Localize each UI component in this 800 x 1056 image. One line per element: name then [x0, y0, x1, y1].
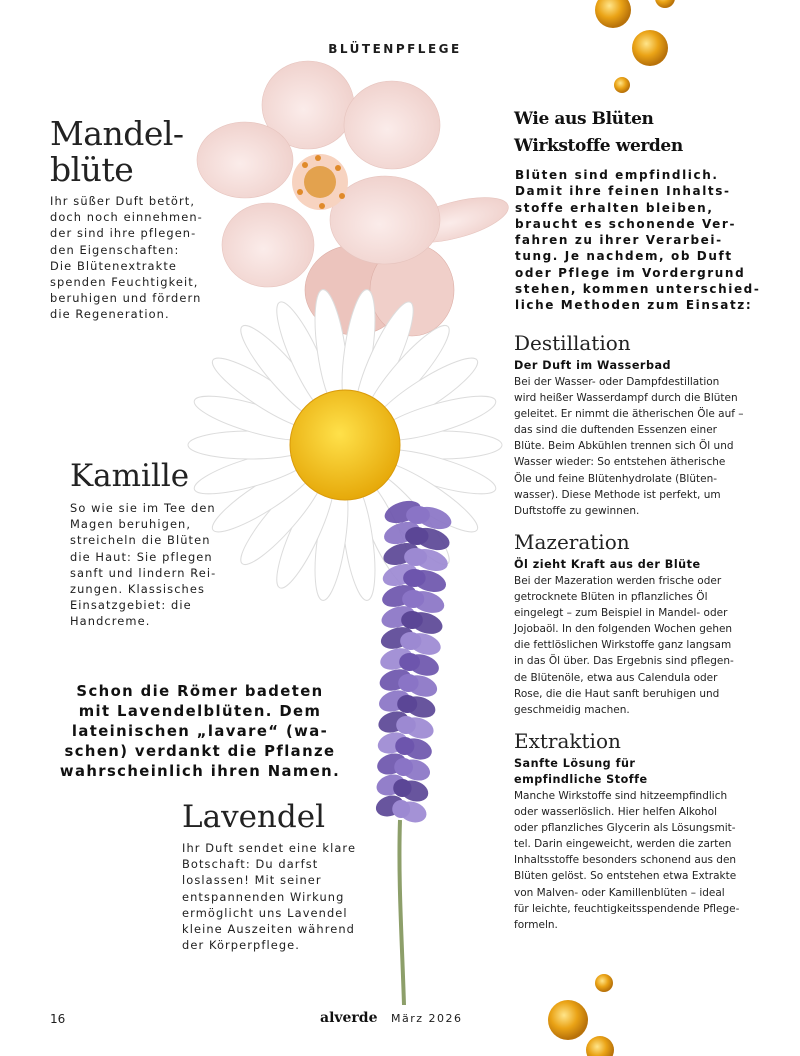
text-line: Einsatzgebiet: die — [70, 598, 192, 613]
lavendel-text — [182, 840, 362, 953]
text-line: Rose, die die Haut sanft beruhigen und — [514, 687, 720, 700]
text-line: oder pflanzliches Glycerin als Lösungsmit- — [514, 822, 736, 835]
text-line: de Blütenöle, etwa aus Calendula oder — [514, 671, 718, 684]
mazeration-heading: Mazeration — [514, 530, 630, 554]
text-line: Ihr süßer Duft betört, — [50, 194, 196, 208]
text-line: geleitet. Er nimmt die ätherischen Öle auf – — [514, 408, 744, 421]
text-line: fahren zu ihrer Verarbei- — [515, 233, 723, 248]
chamomile-flower — [188, 288, 502, 603]
text-line: liche Methoden zum Einsatz: — [515, 298, 753, 313]
text-line: Bei der Mazeration werden frische oder — [514, 575, 722, 587]
text-line: doch noch einnehmen- — [50, 210, 203, 225]
text-line: Manche Wirkstoffe sind hitzeempfindlich — [514, 790, 728, 802]
text-line: Damit ihre feinen Inhalts- — [515, 184, 731, 199]
text-line: eingelegt – zum Beispiel in Mandel- oder — [514, 607, 728, 620]
text-line: wird heißer Wasserdampf durch die Blüten — [514, 392, 738, 405]
text-line: loslassen! Mit seiner — [182, 873, 322, 888]
destillation-body — [514, 374, 759, 519]
text-line: So wie sie im Tee den — [70, 501, 216, 515]
text-line: Öle und feine Blütenhydrolate (Blüten- — [514, 472, 718, 485]
text-line: entspannenden Wirkung — [182, 889, 345, 904]
text-line: Ihr Duft sendet eine klare — [182, 841, 357, 855]
text-line: stehen, kommen unterschied- — [515, 282, 761, 297]
text-line: streicheln die Blüten — [70, 533, 211, 548]
text-line: die Haut: Sie pflegen — [70, 549, 213, 564]
mandelbluete-title-line: blüte — [50, 150, 134, 189]
extraktion-section — [514, 730, 759, 933]
text-line: wasser). Diese Methode ist perfekt, um — [514, 488, 721, 501]
text-line: Magen beruhigen, — [70, 517, 192, 532]
text-line: Duftstoffe zu gewinnen. — [514, 504, 640, 517]
mandelbluete-title — [50, 116, 184, 188]
text-line: Wasser wieder: So entstehen ätherische — [514, 456, 726, 469]
text-line: der Körperpflege. — [182, 938, 300, 953]
lavender-sprig — [373, 497, 454, 1005]
text-line: stoffe erhalten bleiben, — [515, 200, 714, 215]
oil-drops-top — [595, 0, 675, 93]
text-line: die Regeneration. — [50, 307, 170, 322]
destillation-subheading: Der Duft im Wasserbad — [514, 359, 672, 372]
article-title-line: Wirkstoffe werden — [514, 136, 683, 156]
text-line: ermöglicht uns Lavendel — [182, 905, 348, 920]
text-line: Blüten sind empfindlich. — [515, 168, 719, 182]
extraktion-subheading — [514, 756, 759, 788]
article-title — [514, 106, 774, 160]
destillation-heading: Destillation — [514, 331, 631, 355]
lavendel-title: Lavendel — [182, 799, 325, 835]
text-line: Jojobaöl. In den folgenden Wochen gehen — [514, 623, 733, 636]
text-line: Handcreme. — [70, 614, 151, 629]
brand-logo: alverde — [320, 1010, 378, 1026]
text-line: lateinischen „lavare“ (wa- — [71, 723, 329, 740]
text-line: Die Blütenextrakte — [50, 258, 178, 273]
mazeration-body — [514, 573, 759, 718]
text-line: in das Öl über. Das Ergebnis sind pflegen- — [514, 655, 734, 668]
text-line: braucht es schonende Ver- — [515, 216, 737, 231]
text-line: der sind ihre pflegen- — [50, 226, 197, 241]
text-line: von Malven- oder Kamillenblüten – ideal — [514, 886, 725, 899]
text-line: oder wasserlöslich. Hier helfen Alkohol — [514, 806, 718, 819]
mazeration-subheading: Öl zieht Kraft aus der Blüte — [514, 558, 701, 571]
text-line: oder Pflege im Vordergrund — [515, 265, 746, 280]
mandelbluete-text — [50, 193, 210, 323]
text-line: Botschaft: Du darfst — [182, 857, 319, 872]
roemer-callout — [50, 682, 350, 782]
text-line: zungen. Klassisches — [70, 582, 206, 597]
extraktion-subheading-line: empfindliche Stoffe — [514, 773, 648, 786]
text-line: Inhaltsstoffe besonders schonend aus den — [514, 854, 737, 867]
text-line: wahrscheinlich ihren Namen. — [59, 763, 341, 780]
kamille-title: Kamille — [70, 458, 190, 494]
extraktion-body — [514, 788, 759, 933]
text-line: die fettlöslichen Wirkstoffe ganz langsam — [514, 639, 732, 652]
text-line: formeln. — [514, 918, 558, 931]
article-intro — [515, 167, 770, 314]
text-line: schen) verdankt die Pflanze — [64, 743, 336, 760]
extraktion-subheading-line: Sanfte Lösung für — [514, 757, 636, 770]
text-line: den Eigenschaften: — [50, 242, 180, 257]
text-line: geschmeidig machen. — [514, 703, 630, 716]
text-line: Bei der Wasser- oder Dampfdestillation — [514, 376, 720, 388]
mandelbluete-title-line: Mandel- — [50, 114, 184, 153]
kamille-text — [70, 500, 230, 630]
mazeration-section — [514, 531, 759, 718]
text-line: tung. Je nachdem, ob Duft — [515, 249, 733, 264]
almond-blossom — [197, 61, 513, 336]
text-line: Blüten gelöst. So entstehen etwa Extrakte — [514, 870, 737, 883]
oil-drops-bottom — [548, 974, 614, 1056]
text-line: beruhigen und fördern — [50, 291, 202, 306]
page-number: 16 — [50, 1012, 66, 1026]
extraktion-heading: Extraktion — [514, 729, 621, 753]
destillation-section — [514, 332, 759, 519]
text-line: Blüte. Beim Abkühlen trennen sich Öl und — [514, 440, 734, 453]
text-line: spenden Feuchtigkeit, — [50, 275, 199, 290]
text-line: getrocknete Blüten in pflanzliches Öl — [514, 591, 708, 604]
text-line: tel. Darin eingeweicht, werden die zarten — [514, 838, 732, 851]
text-line: mit Lavendelblüten. Dem — [78, 703, 322, 720]
text-line: das sind die duftenden Essenzen einer — [514, 424, 717, 437]
issue-date: März 2026 — [391, 1012, 463, 1025]
text-line: sanft und lindern Rei- — [70, 565, 217, 580]
article-title-line: Wie aus Blüten — [514, 109, 654, 129]
text-line: Schon die Römer badeten — [76, 683, 324, 700]
section-label: BLÜTENPFLEGE — [328, 42, 462, 56]
text-line: kleine Auszeiten während — [182, 922, 355, 937]
text-line: für leichte, feuchtigkeitsspendende Pflege- — [514, 902, 740, 915]
